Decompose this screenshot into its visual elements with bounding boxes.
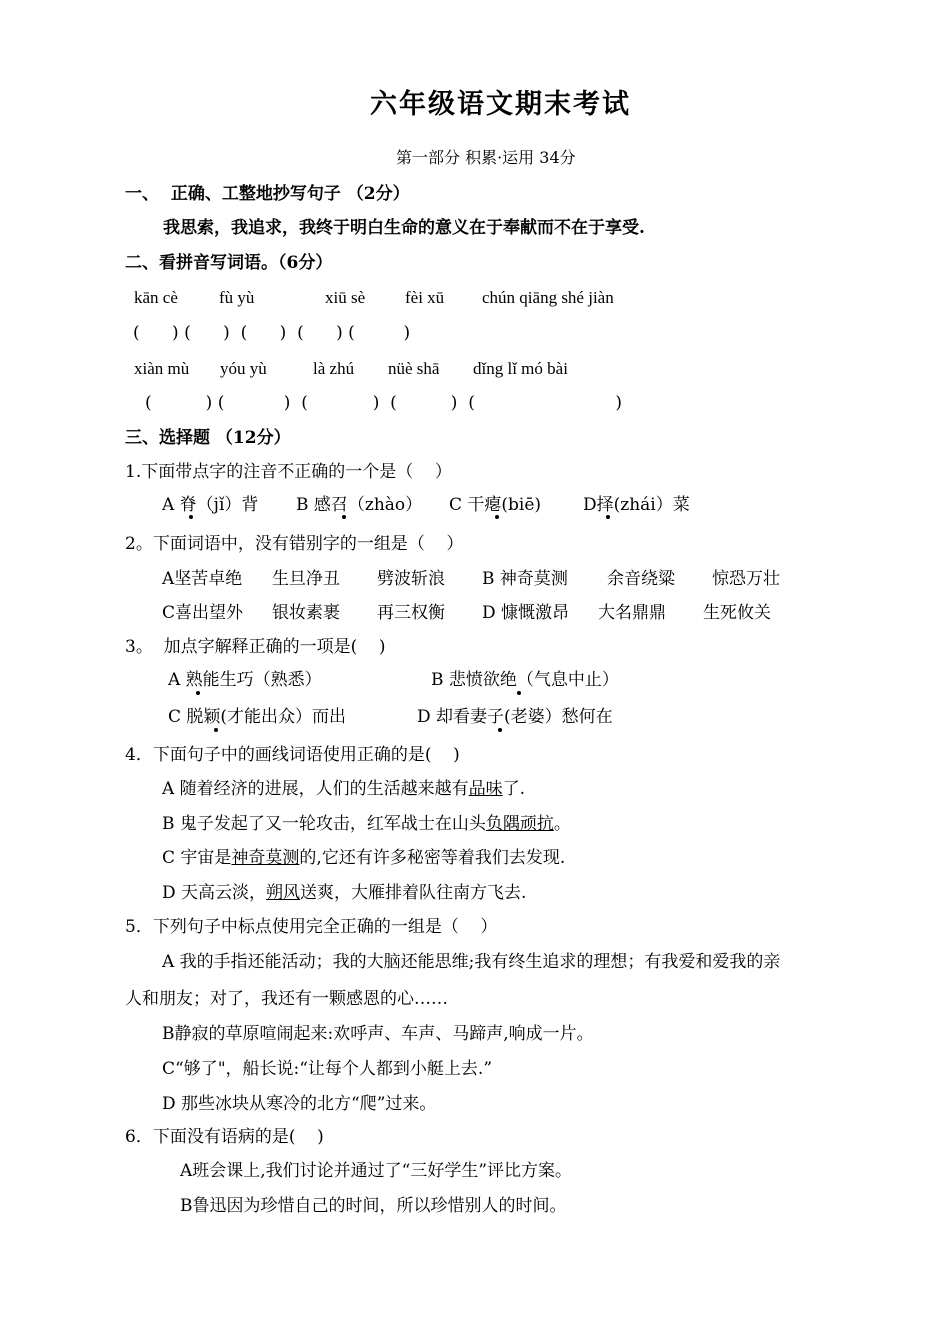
- emphasis-dot: [189, 515, 193, 519]
- q2-word: B 神奇莫测: [482, 569, 568, 589]
- q2-word: 大名鼎鼎: [598, 603, 666, 623]
- q1-option-a: A 脊（jǐ）背: [162, 495, 259, 515]
- emphasis-dot: [342, 515, 346, 519]
- pinyin-item: fù yù: [219, 288, 255, 307]
- question-1-stem: 1.下面带点字的注音不正确的一个是（ ）: [125, 462, 452, 482]
- pinyin-item: fèi xū: [405, 288, 445, 307]
- text: 。: [553, 814, 571, 834]
- q3-option-d: D 却看妻子(老婆）愁何在: [417, 707, 613, 727]
- pinyin-item: nüè shā: [388, 359, 440, 378]
- q5-option-a-cont: 人和朋友；对了，我还有一颗感恩的心……: [125, 989, 448, 1009]
- q2-word: 再三权衡: [377, 603, 445, 623]
- q4-option-d: [162, 882, 526, 904]
- q3-option-a: A 熟能生巧（熟悉）: [168, 670, 322, 690]
- q5-option-d: D 那些冰块从寒冷的北方“爬”过来。: [162, 1094, 437, 1114]
- text: A 随着经济的进展，人们的生活越来越有: [162, 779, 469, 799]
- q5-option-a: A 我的手指还能活动；我的大脑还能思维;我有终生追求的理想；有我爱和爱我的亲: [162, 952, 781, 972]
- emphasis-dot: [196, 691, 200, 695]
- underlined-word: 负隅顽抗: [485, 814, 554, 834]
- q6-option-a: A班会课上,我们讨论并通过了“三好学生”评比方案。: [180, 1161, 573, 1181]
- q2-word: 生死攸关: [703, 603, 771, 623]
- pinyin-item: yóu yù: [220, 359, 267, 378]
- pinyin-item: xiū sè: [325, 288, 366, 307]
- q2-word: C喜出望外: [162, 603, 244, 623]
- pinyin-item: xiàn mù: [134, 359, 190, 378]
- text: D 天高云淡，: [162, 883, 267, 903]
- q4-option-c: [162, 847, 565, 869]
- emphasis-dot: [517, 691, 521, 695]
- q2-word: 生旦净丑: [272, 569, 340, 589]
- pinyin-item: là zhú: [313, 359, 355, 378]
- question-2-stem: 2。下面词语中，没有错别字的一组是（ ）: [125, 534, 464, 554]
- q5-option-b: B静寂的草原喧闹起来:欢呼声、车声、马蹄声,响成一片。: [162, 1024, 594, 1044]
- question-6-stem: 6．下面没有语病的是( ): [125, 1127, 324, 1147]
- text: C 宇宙是: [162, 848, 232, 868]
- text: B 鬼子发起了又一轮攻击，红军战士在山头: [162, 814, 486, 834]
- q2-word: 银妆素裹: [272, 603, 340, 623]
- q2-word: A坚苦卓绝: [162, 569, 243, 589]
- emphasis-dot: [214, 728, 218, 732]
- text: 的,它还有许多秘密等着我们去发现.: [299, 848, 566, 868]
- underlined-word: 神奇莫测: [231, 848, 300, 868]
- section3-heading: 三、选择题 （12分）: [125, 428, 291, 448]
- emphasis-dot: [498, 728, 502, 732]
- underlined-word: 品味: [468, 779, 503, 799]
- underlined-word: 朔风: [266, 883, 301, 903]
- q4-option-a: [162, 778, 525, 800]
- q2-word: 余音绕粱: [607, 569, 675, 589]
- page-title: 六年级语文期末考试: [370, 89, 631, 120]
- question-5-stem: 5．下列句子中标点使用完全正确的一组是（ ）: [125, 917, 498, 937]
- emphasis-dot: [606, 515, 610, 519]
- q6-option-b: B鲁迅因为珍惜自己的时间，所以珍惜别人的时间。: [180, 1196, 567, 1216]
- q2-word: D 慷慨激昂: [482, 603, 570, 623]
- answer-brackets: ( ) ( ) ( ) ( ) ( ): [145, 393, 623, 413]
- copy-sentence: 我思索，我追求，我终于明白生命的意义在于奉献而不在于享受.: [163, 218, 645, 238]
- q2-word: 劈波斩浪: [377, 569, 445, 589]
- emphasis-dot: [495, 515, 499, 519]
- pinyin-item: chún qiāng shé jiàn: [482, 288, 614, 307]
- q1-option-b: B 感召（zhào）: [296, 495, 423, 515]
- pinyin-item: kān cè: [134, 288, 178, 307]
- q3-option-c: C 脱颖(才能出众）而出: [168, 707, 347, 727]
- text: 了.: [502, 779, 526, 799]
- answer-brackets: ( ) ( ) ( ) ( ) ( ): [133, 323, 411, 343]
- q3-option-b: B 悲愤欲绝（气息中止）: [431, 670, 619, 690]
- pinyin-item: dǐng lǐ mó bài: [473, 359, 568, 378]
- q1-option-c: C 干瘪(biē): [449, 495, 542, 515]
- section1-heading: 一、 正确、工整地抄写句子 （2分）: [125, 184, 410, 204]
- part-heading: 第一部分 积累·运用 34分: [396, 148, 576, 167]
- question-3-stem: 3。 加点字解释正确的一项是( ): [125, 637, 386, 657]
- q4-option-b: [162, 813, 571, 835]
- text: 送爽，大雁排着队往南方飞去.: [300, 883, 527, 903]
- q2-word: 惊恐万壮: [712, 569, 780, 589]
- q5-option-c: C“够了"，船长说:“让每个人都到小艇上去.”: [162, 1059, 493, 1079]
- question-4-stem: 4．下面句子中的画线词语使用正确的是( ): [125, 745, 460, 765]
- section2-heading: 二、看拼音写词语。（6分）: [125, 253, 333, 273]
- q1-option-d: D择(zhái）菜: [583, 495, 690, 515]
